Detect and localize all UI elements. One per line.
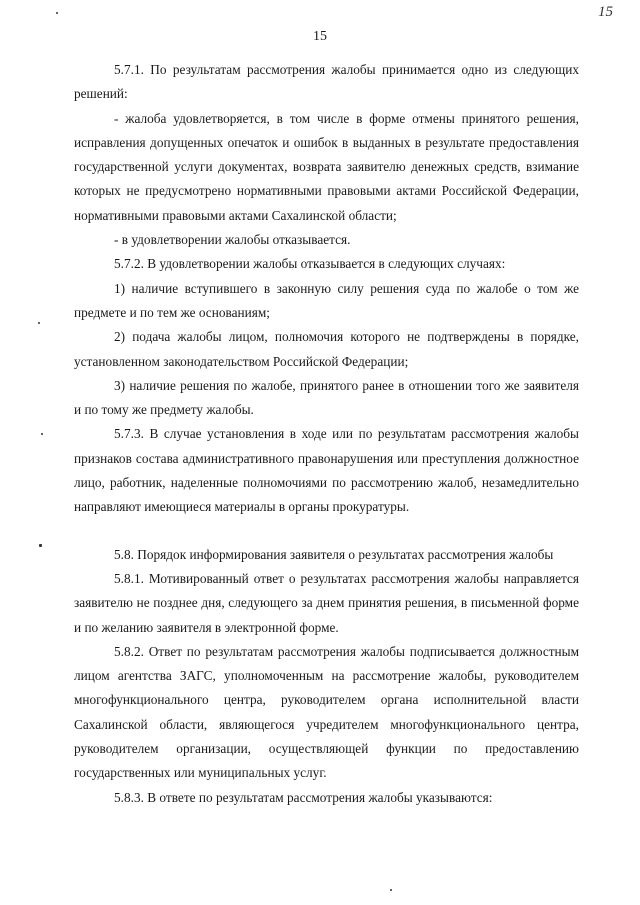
list-item-complaint-rejected: - в удовлетворении жалобы отказывается. bbox=[114, 232, 351, 248]
scan-speck bbox=[41, 433, 43, 435]
list-item-court-decision: 1) наличие вступившего в законную силу решения суда по жалобе о том же предмете и по тем же основаниям; bbox=[74, 280, 579, 320]
paragraph-5-7-1: 5.7.1. По результатам рассмотрения жалобы принимается одно из следующих решений: bbox=[74, 62, 579, 102]
page-number: 15 bbox=[313, 29, 327, 44]
scan-speck bbox=[38, 322, 40, 324]
paragraph-5-8-2: 5.8.2. Ответ по результатам рассмотрения жалобы подписывается должностным лицом агентства ЗАГС, уполномоченным на рассмотрение жалобы, руководителем многофункционального центра, руководителем органа исполнительной власти Сахалинской области, являющегося учредителем многофункционального центра, руководителем организации, осуществляющей функции по предоставлению государственных или муниципальных услуг. bbox=[74, 643, 579, 781]
paragraph-5-8: 5.8. Порядок информирования заявителя о результатах рассмотрения жалобы bbox=[114, 546, 554, 562]
document-body bbox=[74, 58, 579, 810]
handwritten-page-number: 15 bbox=[598, 4, 613, 20]
scan-speck bbox=[39, 544, 42, 547]
list-item-complaint-satisfied: - жалоба удовлетворяется, в том числе в форме отмены принятого решения, исправления допущенных опечаток и ошибок в выданных в результате предоставления государственной услуги документах, возврата заявителю денежных средств, взимание которых не предусмотрено нормативными правовыми актами Российской Федерации, нормативными правовыми актами Сахалинской области; bbox=[74, 110, 579, 223]
list-item-prior-decision: 3) наличие решения по жалобе, принятого ранее в отношении того же заявителя и по тому же предмету жалобы. bbox=[74, 377, 579, 418]
scan-speck bbox=[390, 889, 392, 891]
paragraph-5-8-1: 5.8.1. Мотивированный ответ о результатах рассмотрения жалобы направляется заявителю не позднее дня, следующего за днем принятия решения, в письменной форме и по желанию заявителя в электронной форме. bbox=[74, 570, 579, 635]
scan-speck bbox=[56, 12, 58, 14]
paragraph-5-7-2: 5.7.2. В удовлетворении жалобы отказывается в следующих случаях: bbox=[114, 256, 506, 272]
list-item-unauthorized-filer: 2) подача жалобы лицом, полномочия которого не подтверждены в порядке, установленном законодательством Российской Федерации; bbox=[74, 329, 579, 369]
paragraph-5-7-3: 5.7.3. В случае установления в ходе или по результатам рассмотрения жалобы признаков состава административного правонарушения или преступления должностное лицо, работник, наделенные полномочиями по рассмотрению жалоб, незамедлительно направляют имеющиеся материалы в органы прокуратуры. bbox=[74, 426, 579, 515]
paragraph-5-8-3: 5.8.3. В ответе по результатам рассмотрения жалобы указываются: bbox=[114, 789, 493, 805]
